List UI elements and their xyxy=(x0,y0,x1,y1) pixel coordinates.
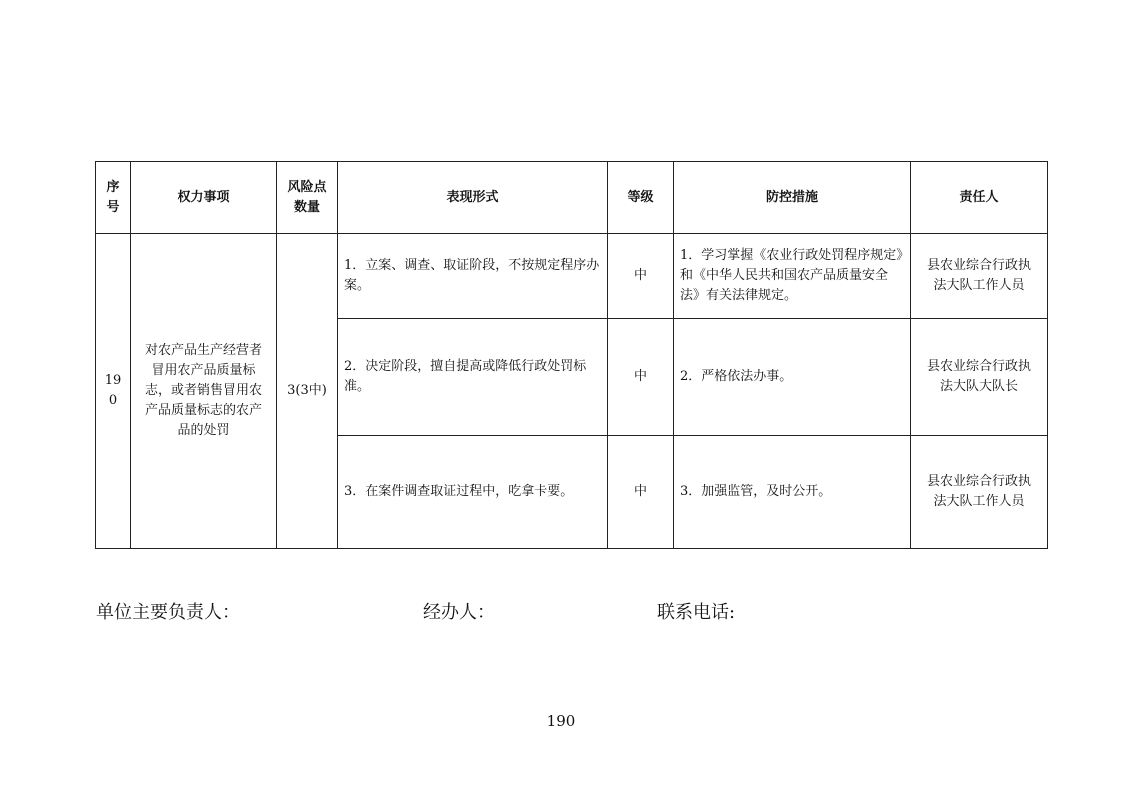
header-level xyxy=(608,162,674,234)
footer-phone-label: 联系电话: xyxy=(657,602,736,623)
risk-control-table xyxy=(95,161,1048,549)
risk-responsible-cell: 县农业综合行政执法大队工作人员 xyxy=(911,234,1048,319)
risk-measure-cell: 1．学习掌握《农业行政处罚程序规定》和《中华人民共和国农产品质量安全法》有关法律规定。 xyxy=(674,234,911,319)
risk-responsible-cell: 县农业综合行政执法大队工作人员 xyxy=(911,436,1048,549)
header-measure xyxy=(674,162,911,234)
footer-owner-label: 单位主要负责人： xyxy=(96,602,240,623)
risk-level-cell: 中 xyxy=(608,234,674,319)
header-matter-label: 权力事项 xyxy=(177,189,230,205)
matter-cell: 对农产品生产经营者冒用农产品质量标志，或者销售冒用农产品质量标志的农产品的处罚 xyxy=(131,234,277,549)
header-matter xyxy=(131,162,277,234)
header-serial xyxy=(96,162,131,234)
risk-count-cell: 3(3中) xyxy=(277,234,338,549)
header-risk-count-line-2: 数量 xyxy=(293,199,320,215)
risk-responsible-cell: 县农业综合行政执法大队大队长 xyxy=(911,319,1048,436)
serial-cell: 190 xyxy=(96,234,131,549)
table-row xyxy=(96,234,1048,319)
header-responsible xyxy=(911,162,1048,234)
table-header-row xyxy=(96,162,1048,234)
risk-level-cell: 中 xyxy=(608,436,674,549)
page-number: 190 xyxy=(546,712,576,730)
header-serial-line-1: 序 xyxy=(106,179,120,195)
header-level-label: 等级 xyxy=(627,189,654,205)
header-form xyxy=(338,162,608,234)
header-risk-count-line-1: 风险点 xyxy=(287,179,327,195)
risk-measure-cell: 2．严格依法办事。 xyxy=(674,319,911,436)
header-form-label: 表现形式 xyxy=(446,189,499,205)
risk-level-cell: 中 xyxy=(608,319,674,436)
risk-form-cell: 3．在案件调查取证过程中，吃拿卡要。 xyxy=(338,436,608,549)
footer-handler-label: 经办人： xyxy=(423,602,495,623)
header-responsible-label: 责任人 xyxy=(959,189,999,205)
header-measure-label: 防控措施 xyxy=(765,189,818,205)
header-serial-line-2: 号 xyxy=(106,199,120,215)
header-risk-count xyxy=(277,162,338,234)
risk-form-cell: 1．立案、调查、取证阶段，不按规定程序办案。 xyxy=(338,234,608,319)
risk-measure-cell: 3．加强监管，及时公开。 xyxy=(674,436,911,549)
risk-form-cell: 2．决定阶段，擅自提高或降低行政处罚标准。 xyxy=(338,319,608,436)
